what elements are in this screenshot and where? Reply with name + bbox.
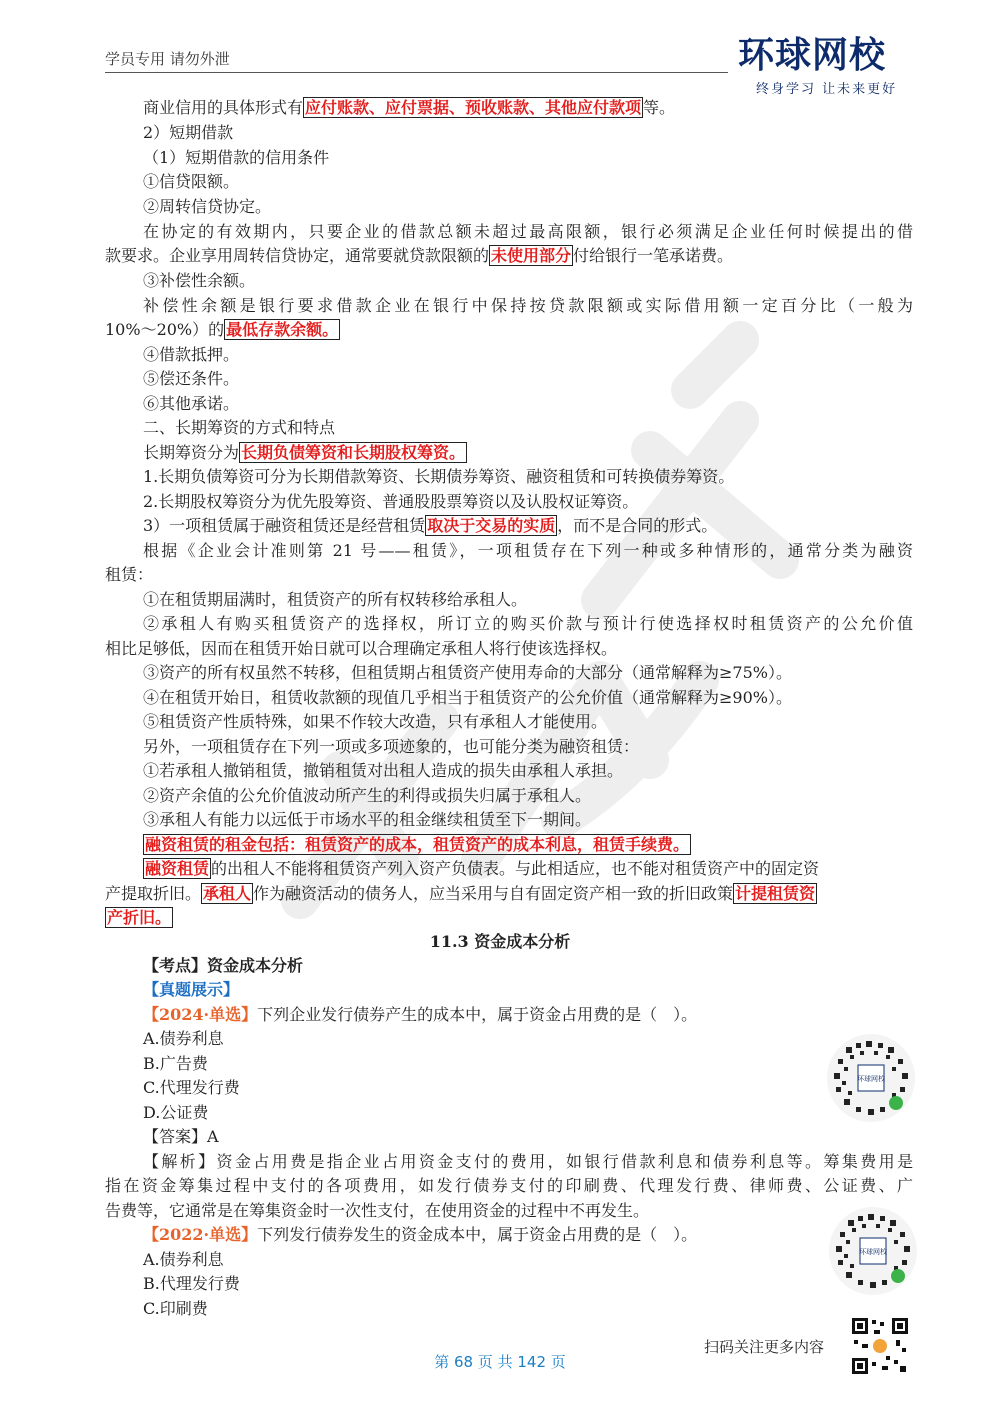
- text-line: ⑤租赁资产性质特殊，如果不作较大改造，只有承租人才能使用。: [143, 712, 608, 731]
- qr-center-label: 环球网校: [857, 1075, 885, 1083]
- text-line: ③承租人有能力以远低于市场水平的租金继续租赁至下一期间。: [143, 810, 592, 829]
- text-line: [143, 515, 717, 537]
- header-confidential-note: 学员专用 请勿外泄: [105, 50, 230, 68]
- highlight-box: 最低存款余额。: [226, 320, 339, 339]
- text-line: 二、长期筹资的方式和特点: [143, 418, 336, 437]
- brand-logo: [738, 36, 918, 100]
- text-line: ③补偿性余额。: [143, 271, 256, 290]
- scan-prompt: 扫码关注更多内容: [704, 1338, 825, 1356]
- highlight-box: 融资租赁的租金包括：租赁资产的成本，租赁资产的成本利息，租赁手续费。: [145, 835, 690, 854]
- mini-program-qr-code[interactable]: [826, 1033, 916, 1123]
- text-line: [143, 858, 819, 880]
- text-line: ①信贷限额。: [143, 172, 240, 191]
- question-tag: 【2024·单选】: [143, 1005, 258, 1024]
- highlight-box: 取决于交易的实质: [427, 516, 556, 535]
- text-run: 下列发行债券发生的资金成本中，属于资金占用费的是（ ）。: [257, 1225, 698, 1244]
- mini-program-qr-code[interactable]: [828, 1206, 918, 1296]
- logo-name: 环球网校: [738, 35, 887, 76]
- text-line: 租赁：: [105, 565, 154, 584]
- analysis-line: 告费等，它通常是在筹集资金时一次性支付，在使用资金的过程中不再发生。: [105, 1201, 650, 1220]
- logo-slogan: 终身学习 让未来更好: [756, 82, 898, 97]
- text-line: [105, 907, 173, 929]
- text-line: ②资产余值的公允价值波动所产生的利得或损失归属于承租人。: [143, 786, 592, 805]
- question-stem: [143, 1224, 697, 1246]
- text-run: 商业信用的具体形式有: [143, 98, 304, 117]
- question-stem: [143, 1004, 697, 1026]
- highlight-box: 计提租赁资: [735, 884, 816, 903]
- text-run: 付给银行一笔承诺费。: [573, 246, 734, 265]
- option-a: A.债券利息: [143, 1029, 224, 1048]
- text-line: [143, 442, 467, 464]
- topic-heading: 【考点】资金成本分析: [143, 956, 304, 975]
- text-line: 相比足够低，因而在租赁开始日就可以合理确定承租人将行使该选择权。: [105, 639, 618, 658]
- real-exam-heading: 【真题展示】: [143, 980, 240, 999]
- text-line: ③资产的所有权虽然不转移，但租赁期占租赁资产使用寿命的大部分（通常解释为≥75%）。: [143, 663, 792, 682]
- text-line: 1.长期负债筹资可分为长期借款筹资、长期债券筹资、融资租赁和可转换债券筹资。: [143, 467, 735, 486]
- analysis-line: 【解析】资金占用费是指企业占用资金支付的费用，如银行借款利息和债券利息等。筹集费用是: [143, 1152, 913, 1171]
- text-line: ①若承租人撤销租赁，撤销租赁对出租人造成的损失由承租人承担。: [143, 761, 624, 780]
- option-c: C.印刷费: [143, 1299, 208, 1318]
- header-rule: [105, 72, 728, 73]
- text-line: （1）短期借款的信用条件: [143, 148, 330, 167]
- text-line: [105, 245, 733, 267]
- text-line: [143, 834, 691, 856]
- highlight-box: 应付账款、应付票据、预收账款、其他应付款项: [305, 98, 642, 117]
- option-a: A.债券利息: [143, 1250, 224, 1269]
- highlight-box: 承租人: [203, 884, 252, 903]
- text-run: 作为融资活动的债务人，应当采用与自有固定资产相一致的折旧政策: [253, 884, 734, 903]
- option-d: D.公证费: [143, 1103, 209, 1122]
- highlight-box: 未使用部分: [491, 246, 572, 265]
- text-run: 3）一项租赁属于融资租赁还是经营租赁: [143, 516, 426, 535]
- option-b: B.广告费: [143, 1054, 208, 1073]
- text-run: 下列企业发行债券产生的成本中，属于资金占用费的是（ ）。: [257, 1005, 698, 1024]
- answer: 【答案】A: [143, 1127, 219, 1146]
- text-line: ④在租赁开始日，租赁收款额的现值几乎相当于租赁资产的公允价值（通常解释为≥90%）。: [143, 688, 792, 707]
- option-c: C.代理发行费: [143, 1078, 240, 1097]
- text-run: 款要求。企业享用周转信贷协定，通常要就贷款限额的: [105, 246, 490, 265]
- text-line: ⑥其他承诺。: [143, 394, 240, 413]
- text-line: ②承租人有购买租赁资产的选择权，所订立的购买价款与预计行使选择权时租赁资产的公允价值: [143, 614, 913, 633]
- text-line: ④借款抵押。: [143, 345, 240, 364]
- question-tag: 【2022·单选】: [143, 1225, 258, 1244]
- text-line: ①在租赁期届满时，租赁资产的所有权转移给承租人。: [143, 590, 528, 609]
- qr-center-label: 环球网校: [859, 1248, 887, 1256]
- text-line: 在协定的有效期内，只要企业的借款总额未超过最高限额，银行必须满足企业任何时候提出的借: [143, 222, 913, 241]
- text-line: [105, 883, 817, 905]
- highlight-box: 融资租赁: [145, 859, 210, 878]
- text-line: 2.长期股权筹资分为优先股筹资、普通股股票筹资以及认股权证筹资。: [143, 492, 639, 511]
- text-line: ⑤偿还条件。: [143, 369, 240, 388]
- text-run: ，而不是合同的形式。: [557, 516, 718, 535]
- text-line: 另外，一项租赁存在下列一项或多项迹象的，也可能分类为融资租赁：: [143, 737, 640, 756]
- text-line: 根据《企业会计准则第 21 号——租赁》，一项租赁存在下列一种或多种情形的，通常分类为融资: [143, 541, 913, 560]
- analysis-line: 指在资金筹集过程中支付的各项费用，如发行债券支付的印刷费、代理发行费、律师费、公证费、广: [105, 1176, 913, 1195]
- text-run: 的出租人不能将租赁资产列入资产负债表。与此相适应，也不能对租赁资产中的固定资: [211, 859, 820, 878]
- text-run: 产提取折旧。: [105, 884, 202, 903]
- text-line: ②周转信贷协定。: [143, 197, 272, 216]
- highlight-box: 产折旧。: [107, 908, 172, 927]
- page-number: 第 68 页 共 142 页: [434, 1353, 566, 1371]
- text-line: [105, 319, 340, 341]
- section-title: 11.3 资金成本分析: [429, 932, 571, 951]
- highlight-box: 长期负债筹资和长期股权筹资。: [241, 443, 466, 462]
- text-line: 2）短期借款: [143, 123, 234, 142]
- option-b: B.代理发行费: [143, 1274, 240, 1293]
- text-run: 长期筹资分为: [143, 443, 240, 462]
- text-line: [143, 97, 675, 119]
- text-line: 补偿性余额是银行要求借款企业在银行中保持按贷款限额或实际借用额一定百分比（一般为: [143, 296, 913, 315]
- text-run: 10%～20%）的: [105, 320, 225, 339]
- text-run: 等。: [643, 98, 676, 117]
